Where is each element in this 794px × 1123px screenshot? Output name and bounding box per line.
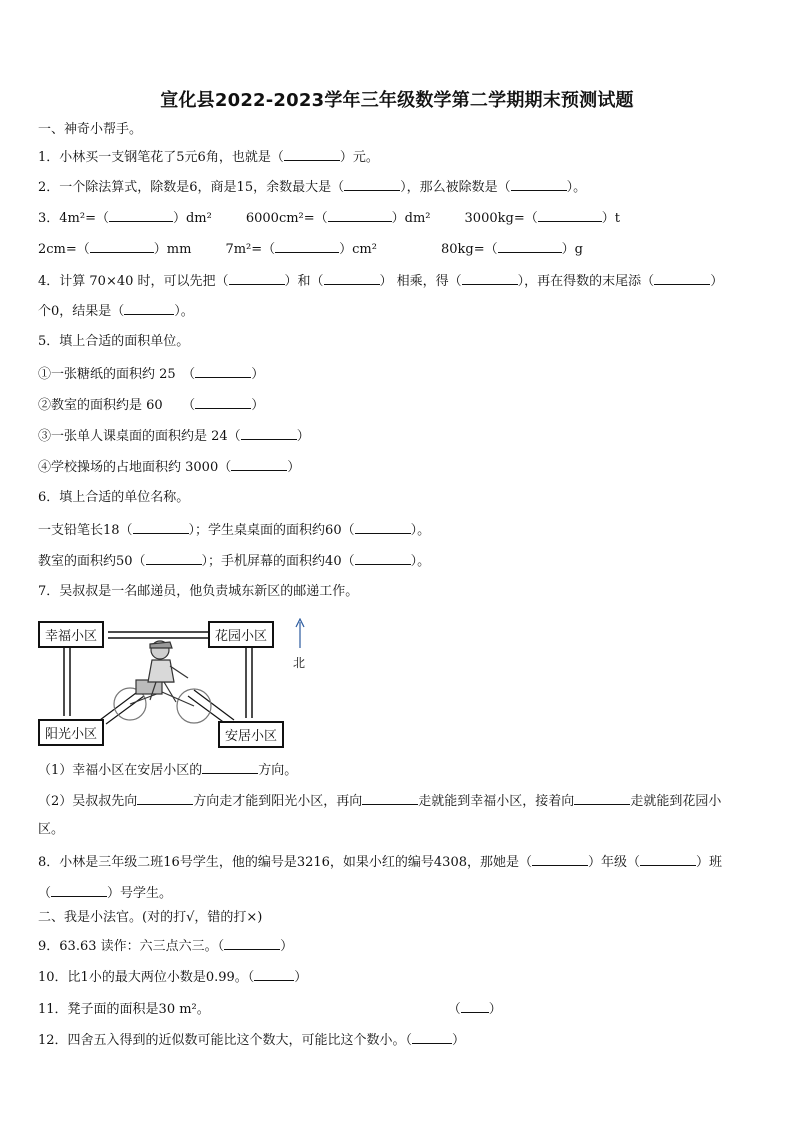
answer-blank[interactable] [324, 272, 380, 285]
answer-blank[interactable] [90, 240, 154, 253]
answer-blank[interactable] [195, 365, 251, 378]
question-5-item-2: ②教室的面积约是 60 （ ） [38, 398, 265, 413]
map-label-yangguang: 阳光小区 [38, 719, 104, 746]
question-8-line-1: 8．小林是三年级二班16号学生，他的编号是3216，如果小红的编号4308，那她是（ ）年级（ ）班 [38, 855, 723, 870]
answer-blank[interactable] [654, 272, 710, 285]
section-1-heading: 一、神奇小帮手。 [38, 122, 143, 137]
answer-blank[interactable] [124, 302, 174, 315]
answer-blank[interactable] [412, 1031, 452, 1044]
answer-blank[interactable] [355, 521, 411, 534]
answer-blank[interactable] [51, 884, 107, 897]
answer-blank[interactable] [462, 272, 518, 285]
answer-blank[interactable] [109, 209, 173, 222]
question-4-line-2: 个0，结果是（ ）。 [38, 304, 194, 319]
map-label-anju: 安居小区 [218, 721, 284, 748]
north-label: 北 [293, 656, 306, 670]
question-7-part-1: （1）幸福小区在安居小区的 方向。 [38, 763, 298, 778]
answer-blank[interactable] [498, 240, 562, 253]
question-11: 11．凳子面的面积是30 m²。 （ ） [38, 1002, 502, 1017]
answer-blank[interactable] [511, 178, 567, 191]
answer-blank[interactable] [362, 792, 418, 805]
question-12: 12．四舍五入得到的近似数可能比这个数大，可能比这个数小。（ ） [38, 1033, 466, 1048]
question-4-line-1: 4．计算 70×40 时，可以先把（ ）和（ ） 相乘，得（ ），再在得数的末尾添（ ） [38, 274, 724, 289]
answer-blank[interactable] [574, 792, 630, 805]
question-5-item-1: ①一张糖纸的面积约 25 （ ） [38, 367, 265, 382]
question-10: 10．比1小的最大两位小数是0.99。（ ） [38, 970, 308, 985]
section-2-heading: 二、我是小法官。(对的打√，错的打×) [38, 910, 263, 925]
answer-blank[interactable] [532, 853, 588, 866]
map-label-xingfu: 幸福小区 [38, 621, 104, 648]
answer-blank[interactable] [133, 521, 189, 534]
page-title: 宣化县2022-2023学年三年级数学第二学期期末预测试题 [160, 90, 634, 111]
question-1: 1．小林买一支钢笔花了5元6角，也就是（ ）元。 [38, 150, 379, 165]
answer-blank[interactable] [229, 272, 285, 285]
question-5-heading: 5．填上合适的面积单位。 [38, 334, 190, 349]
question-9: 9．63.63 读作：六三点六三。（ ） [38, 939, 294, 954]
question-5-item-4: ④学校操场的占地面积约 3000（ ） [38, 460, 301, 475]
answer-blank[interactable] [224, 937, 280, 950]
question-5-item-3: ③一张单人课桌面的面积约是 24（ ） [38, 429, 310, 444]
answer-blank[interactable] [202, 761, 258, 774]
answer-blank[interactable] [284, 148, 340, 161]
question-2: 2．一个除法算式，除数是6，商是15，余数最大是（ ），那么被除数是（ ）。 [38, 180, 587, 195]
answer-blank[interactable] [241, 427, 297, 440]
answer-blank[interactable] [195, 396, 251, 409]
answer-blank[interactable] [137, 792, 193, 805]
answer-blank[interactable] [254, 968, 294, 981]
question-6-row-1: 一支铅笔长18（ ）；学生桌桌面的面积约60（ ）。 [38, 523, 431, 538]
answer-blank[interactable] [461, 1000, 489, 1013]
answer-blank[interactable] [355, 552, 411, 565]
question-7-part-2-line-2: 区。 [38, 822, 65, 837]
question-7-heading: 7．吴叔叔是一名邮递员，他负责城东新区的邮递工作。 [38, 584, 359, 599]
answer-blank[interactable] [538, 209, 602, 222]
question-6-row-2: 教室的面积约50（ ）；手机屏幕的面积约40（ ）。 [38, 554, 431, 569]
question-3-row-2: 2cm=（ ）mm 7m²=（ ）cm² 80kg=（ ）g [38, 242, 583, 257]
question-6-heading: 6．填上合适的单位名称。 [38, 490, 190, 505]
answer-blank[interactable] [328, 209, 392, 222]
postman-illustration [114, 641, 211, 723]
question-7-part-2-line-1: （2）吴叔叔先向 方向走才能到阳光小区，再向 走就能到幸福小区，接着向 走就能到花园小 [38, 794, 722, 809]
question-8-line-2: （ ）号学生。 [38, 886, 173, 901]
answer-blank[interactable] [344, 178, 400, 191]
answer-blank[interactable] [231, 458, 287, 471]
answer-blank[interactable] [640, 853, 696, 866]
answer-blank[interactable] [275, 240, 339, 253]
question-3-row-1: 3．4m²=（ ）dm² 6000cm²=（ ）dm² 3000kg=（ ）t [38, 211, 620, 226]
district-map [38, 618, 318, 748]
answer-blank[interactable] [146, 552, 202, 565]
map-label-huayuan: 花园小区 [208, 621, 274, 648]
